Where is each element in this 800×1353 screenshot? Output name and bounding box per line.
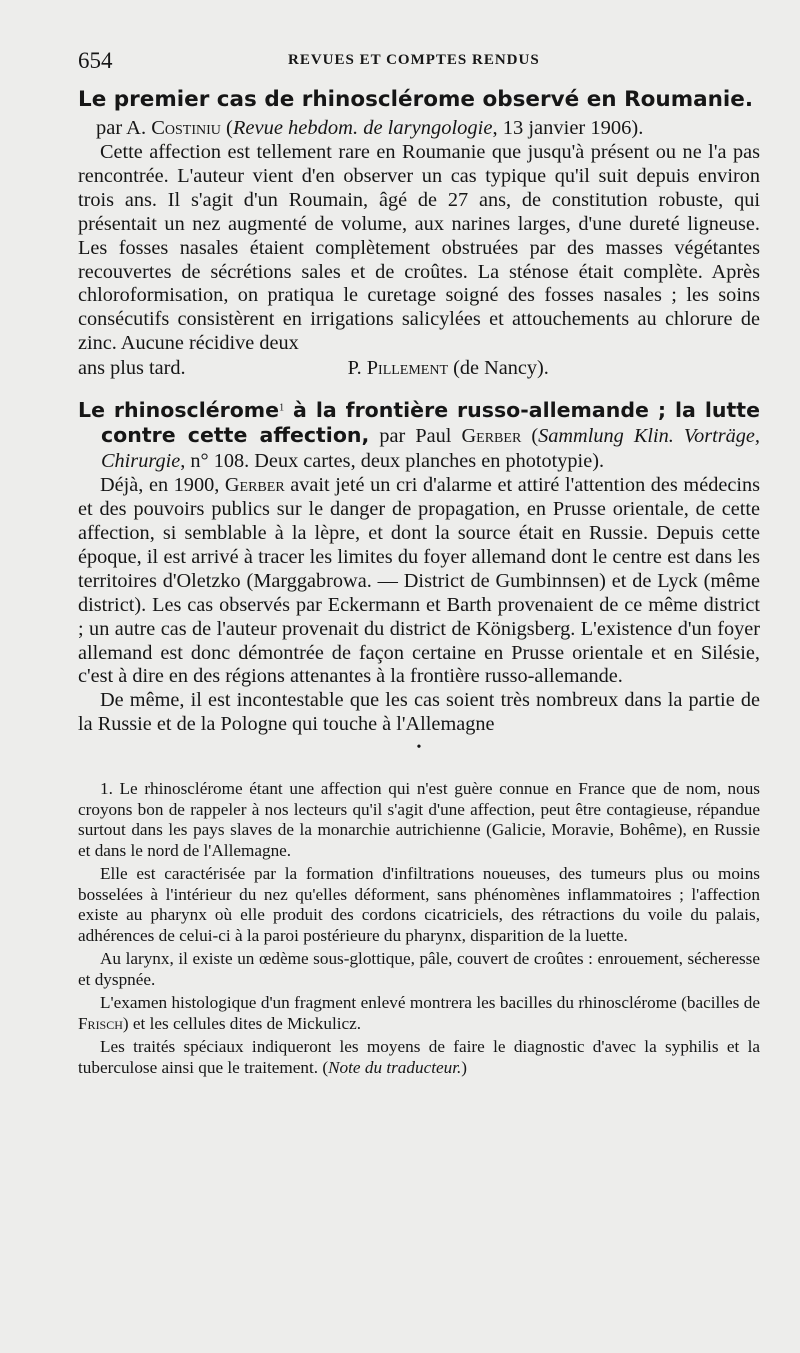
article-2-author-ref: Gerber [224, 474, 285, 497]
footnote-marker: 1 [279, 402, 285, 414]
article-1 [78, 86, 760, 380]
article-1-byline [96, 116, 760, 141]
citation-open: ( [220, 117, 233, 139]
separator-dot: • [416, 740, 422, 756]
running-title: REVUES ET COMPTES RENDUS [288, 52, 540, 68]
article-1-author: Costiniu [151, 117, 221, 139]
article-1-reviewer: P. Pillement [347, 357, 449, 380]
article-1-signature [78, 356, 760, 380]
translator-note: Note du traducteur. [328, 1057, 462, 1077]
running-header [78, 48, 758, 72]
footnote-text: Les traités spéciaux indiqueront les moyens de faire le diagnostic d'avec la syphilis et la tuberculose ainsi que le traitement. ( [78, 1037, 760, 1077]
paragraph-text: Déjà, en 1900, [100, 474, 225, 497]
article-2 [78, 398, 760, 759]
byline-par: par A. [96, 117, 152, 139]
article-2-paragraph-1 [78, 474, 760, 689]
footnote-paragraph [78, 1037, 760, 1078]
footnote-paragraph: Au larynx, il existe un œdème sous-glottique, pâle, couvert de croûtes : enrouement, sécheresse et dyspnée. [78, 949, 760, 989]
article-1-body: Cette affection est tellement rare en Roumanie que jusqu'à présent ou ne l'a pas rencontrée. L'auteur vient d'en observer un cas typique qu'il suit depuis environ trois ans. Il s'agit d'un Roumain, âgé de 27 ans, de constitution robuste, qui présentait un nez augmenté de volume, aux narines larges, d'une dureté ligneuse. Les fosses nasales étaient complètement obstruées par des masses végétantes recouvertes de sécrétions sales et de croûtes. La sténose était complète. Après chloroformisation, on pratiqua le curetage soigné des fosses nasales ; les soins consécutifs consistèrent en irrigations salicylées et attouchements au chlorure de zinc. Aucune récidive deux [78, 141, 760, 355]
footnote-paragraph [78, 993, 760, 1034]
page-number: 654 [78, 48, 113, 73]
article-1-title: Le premier cas de rhinosclérome observé en Roumanie. [78, 87, 754, 112]
page-content [78, 86, 760, 1078]
article-2-title-b: à la frontière russo-allemande ; la lutte contre cette affection, [101, 398, 760, 448]
article-2-title-a: Le rhinosclérome [78, 398, 280, 423]
footnote [78, 779, 760, 1078]
byline-par: par Paul [369, 425, 462, 448]
citation-rest: , n° 108. Deux cartes, deux planches en phototypie). [180, 450, 605, 473]
article-2-paragraph-2: De même, il est incontestable que les cas soient très nombreux dans la partie de la Russie et de la Pologne qui touche à l'Allemagne [78, 689, 760, 736]
article-1-closing: ans plus tard. [78, 357, 186, 380]
footnote-paragraph: Elle est caractérisée par la formation d'infiltrations noueuses, des tumeurs plus ou moins bosselées à l'intérieur du nez qu'elles déforment, sans phénomènes inflammatoires ; l'affection existe au pharynx où elle produit des cordons cicatriciels, des rétractions du voile du palais, adhérences de celui-ci à la paroi postérieure du pharynx, disparition de la luette. [78, 864, 760, 945]
article-1-journal: Revue hebdom. de laryngologie [232, 117, 493, 139]
article-2-author: Gerber [461, 425, 522, 448]
footnote-text: ) et les cellules dites de Mickulicz. [122, 1013, 362, 1033]
footnote-paragraph: 1. Le rhinosclérome étant une affection qui n'est guère connue en France que de nom, nous croyons bon de rappeler à nos lecteurs qu'il s'agit d'une affection, peut être contagieuse, répandue surtout dans les pays slaves de la monarchie autrichienne (Galicie, Moravie, Bohême), en Russie et dans le nord de l'Allemagne. [78, 779, 760, 860]
footnote-text: ) [461, 1057, 468, 1077]
footnote-author-ref: Frisch [78, 1013, 123, 1033]
article-2-heading [78, 398, 760, 474]
footnote-text: L'examen histologique d'un fragment enlevé montrera les bacilles du rhinosclérome (bacilles de [100, 993, 760, 1013]
paragraph-text: avait jeté un cri d'alarme et attiré l'attention des médecins et des pouvoirs publics sur le danger de propagation, en Prusse orientale, de cette affection, si semblable à la lèpre, et dont la source était en Russie. Depuis cette époque, il est arrivé à tracer les limites du foyer allemand dont le centre est dans les territoires d'Oletzko (Marggabrowa. — District de Gumbinnsen) et de Lyck (même district). Les cas observés par Eckermann et Barth provenaient de ce même district ; un autre cas de l'auteur provenait du district de Königsberg. L'existence d'un foyer allemand est donc démontrée de façon certaine en Prusse orientale et en Silésie, c'est à dire en des régions attenantes à la frontière russo-allemande. [78, 474, 761, 688]
reviewer-place: (de Nancy). [448, 357, 549, 380]
citation-date: , 13 janvier 1906). [492, 117, 644, 139]
citation-open: ( [521, 425, 539, 448]
article-2-journal: Sammlung Klin. Vorträge, Chirurgie [101, 425, 760, 473]
